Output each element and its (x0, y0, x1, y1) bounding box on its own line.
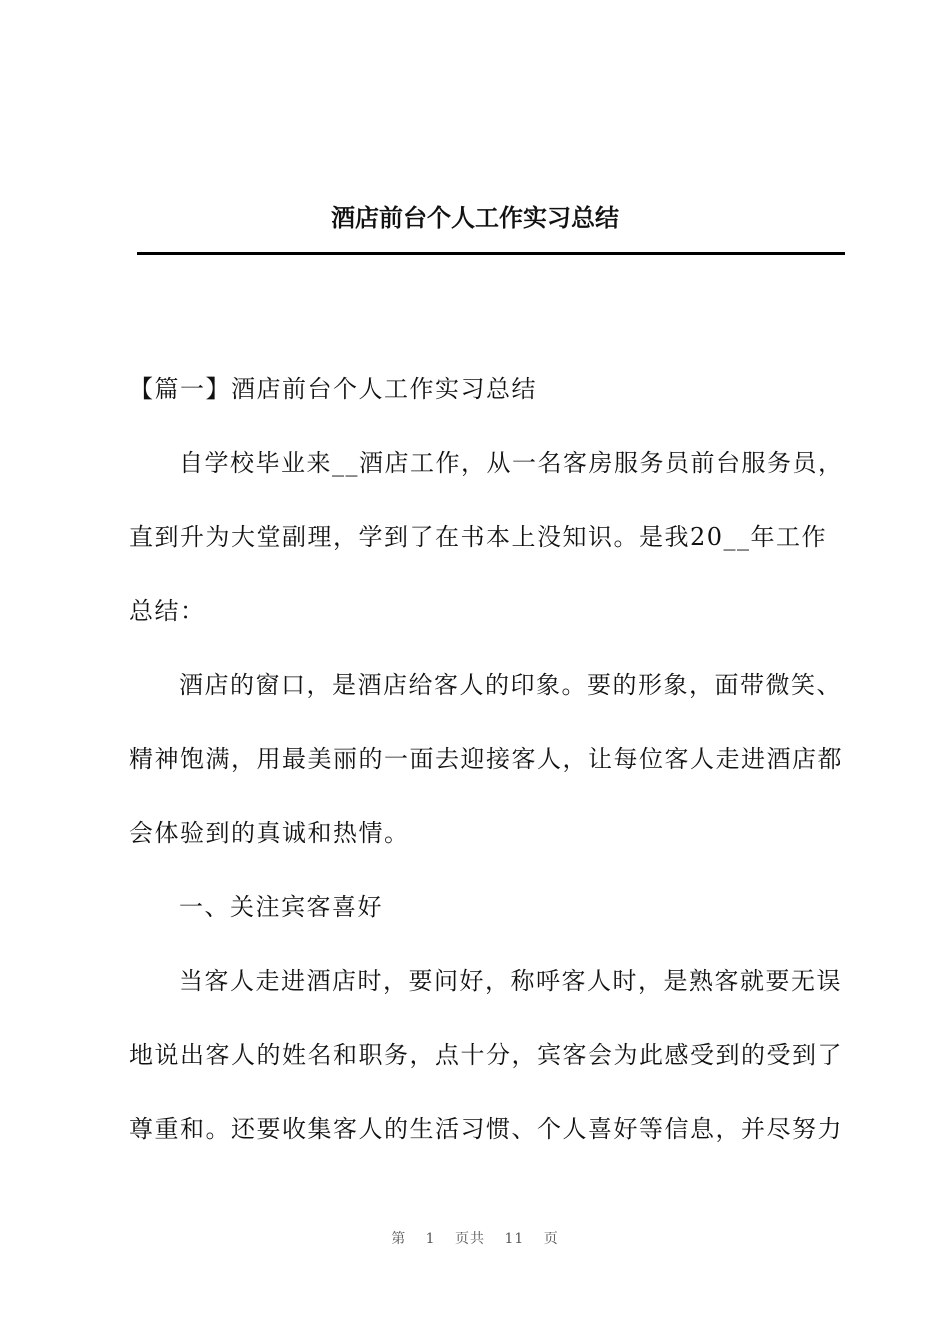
paragraph-line: 尊重和。还要收集客人的生活习惯、个人喜好等信息，并尽努力 (129, 1115, 843, 1143)
paragraph-line: 自学校毕业来__酒店工作，从一名客房服务员前台服务员， (179, 449, 844, 477)
paragraph-line: 直到升为大堂副理，学到了在书本上没知识。是我20__年工作 (129, 523, 828, 551)
page-title: 酒店前台个人工作实习总结 (331, 204, 619, 232)
paragraph-line: 当客人走进酒店时，要问好，称呼客人时，是熟客就要无误 (179, 967, 842, 995)
subheading: 一、关注宾客喜好 (179, 893, 383, 921)
paragraph-line: 精神饱满，用最美丽的一面去迎接客人，让每位客人走进酒店都 (129, 745, 843, 773)
section-heading: 【篇一】酒店前台个人工作实习总结 (129, 375, 537, 403)
paragraph-line: 地说出客人的姓名和职务，点十分，宾客会为此感受到的受到了 (129, 1041, 843, 1069)
title-divider (137, 252, 845, 255)
paragraph-line: 会体验到的真诚和热情。 (129, 819, 410, 847)
paragraph-line: 酒店的窗口，是酒店给客人的印象。要的形象，面带微笑、 (179, 671, 842, 699)
page-footer: 第 1 页共 11 页 (391, 1231, 559, 1247)
paragraph-line: 总结： (129, 597, 206, 625)
